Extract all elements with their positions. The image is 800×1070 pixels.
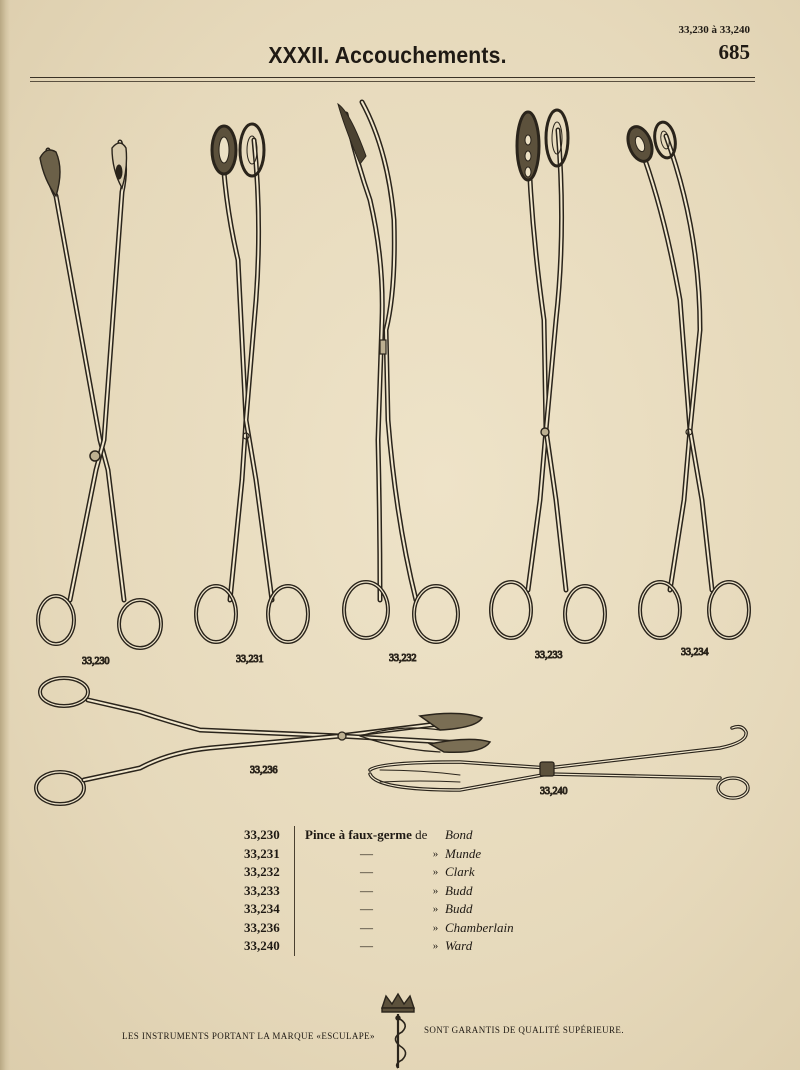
- forceps-33231-illustration: [196, 124, 308, 642]
- item-name: Munde: [445, 845, 482, 861]
- price-row: [240, 845, 514, 864]
- price-row: [240, 826, 514, 845]
- figure-label-33236: 33,236: [250, 765, 278, 776]
- ditto-dash: —: [360, 938, 373, 953]
- price-row: [240, 919, 514, 938]
- price-row: [240, 937, 514, 956]
- footer-left-text: LES INSTRUMENTS PORTANT LA MARQUE «ESCULAPE»: [122, 1031, 375, 1041]
- forceps-33233-illustration: [491, 110, 605, 642]
- forceps-33232-illustration: [338, 102, 458, 642]
- price-row: [240, 863, 514, 882]
- figure-label-33240: 33,240: [540, 786, 568, 797]
- forceps-33234-illustration: [624, 121, 749, 638]
- item-name: Ward: [445, 938, 473, 953]
- figure-label-33230: 33,230: [82, 656, 110, 667]
- item-number: 33,240: [240, 937, 295, 956]
- ditto-mark: »: [432, 903, 439, 915]
- esculape-emblem-icon: [378, 990, 418, 1070]
- forceps-33236-illustration: [36, 678, 490, 804]
- ditto-mark: »: [432, 866, 439, 878]
- figure-label-33233: 33,233: [535, 650, 563, 661]
- item-number: 33,231: [240, 845, 295, 864]
- item-number: 33,236: [240, 919, 295, 938]
- item-name: Budd: [445, 901, 473, 916]
- ditto-mark: »: [432, 921, 439, 934]
- item-description-de: de: [415, 827, 428, 842]
- ditto-dash: —: [360, 882, 373, 898]
- ditto-dash: —: [360, 864, 373, 879]
- figure-label-33231: 33,231: [236, 654, 264, 665]
- item-name: Clark: [445, 864, 475, 879]
- ditto-dash: —: [360, 845, 373, 861]
- item-description-bold: Pince à faux-germe: [305, 827, 412, 842]
- item-name: Budd: [445, 882, 473, 898]
- ditto-dash: —: [360, 919, 373, 935]
- ditto-dash: —: [360, 901, 373, 916]
- ditto-mark: [428, 826, 443, 845]
- page-number: 685: [718, 40, 750, 64]
- item-range: 33,230 à 33,240: [678, 24, 750, 36]
- item-number: 33,233: [240, 882, 295, 901]
- item-name: Bond: [445, 827, 473, 842]
- price-list: [240, 826, 514, 956]
- price-row: [240, 900, 514, 919]
- figure-label-33234: 33,234: [681, 647, 709, 658]
- item-number: 33,232: [240, 863, 295, 882]
- item-name: Chamberlain: [445, 919, 514, 935]
- item-number: 33,234: [240, 900, 295, 919]
- page-title: XXXII. Accouchements.: [268, 42, 507, 68]
- figure-label-33232: 33,232: [389, 653, 417, 664]
- item-number: 33,230: [240, 826, 295, 845]
- ditto-mark: »: [432, 847, 439, 860]
- forceps-33230-illustration: [38, 142, 161, 648]
- item-description: [295, 826, 429, 845]
- footer-right-text: SONT GARANTIS DE QUALITÉ SUPÉRIEURE.: [424, 1025, 624, 1035]
- ditto-mark: »: [432, 884, 439, 897]
- price-row: [240, 882, 514, 901]
- ditto-mark: »: [432, 940, 439, 952]
